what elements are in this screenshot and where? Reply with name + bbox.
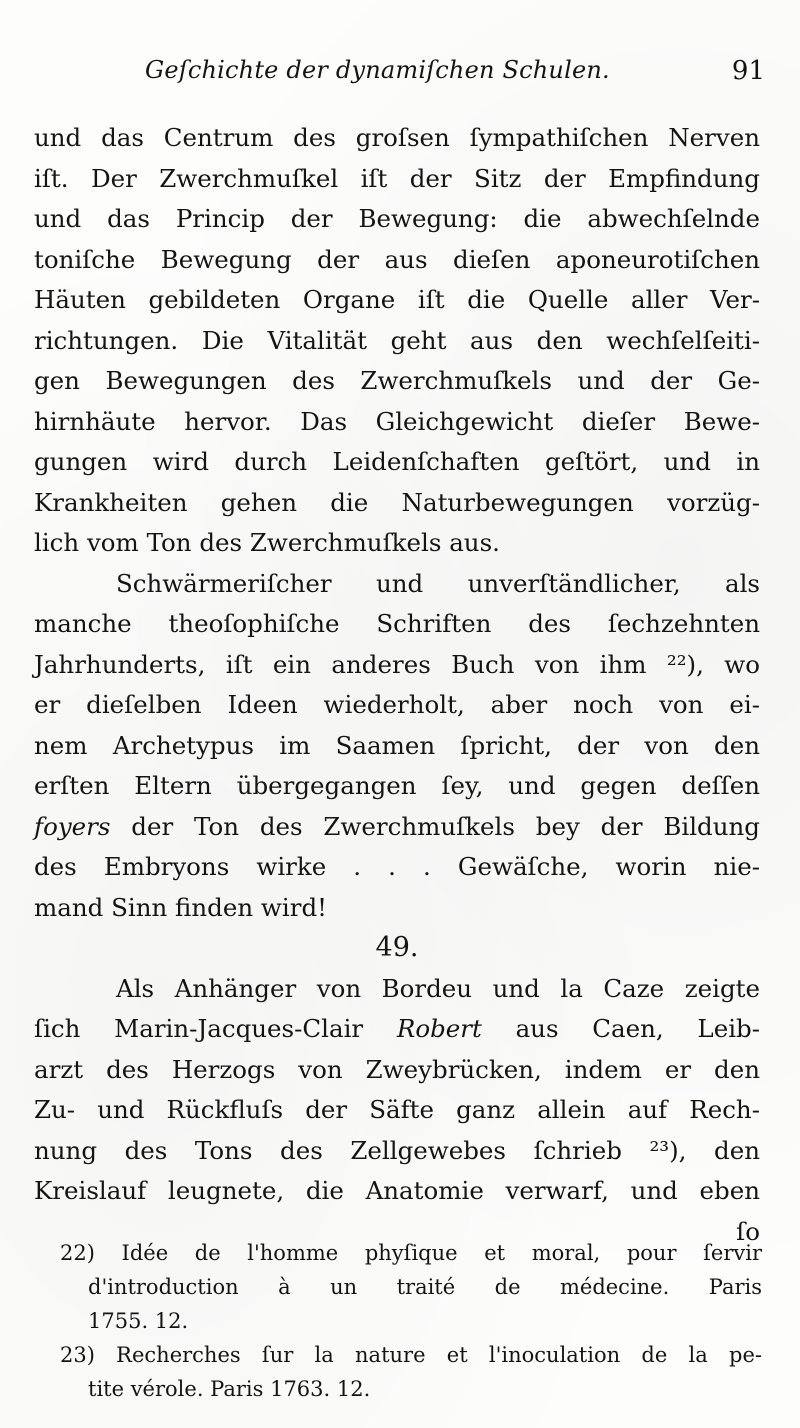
text-line: nem Archetypus im Saamen ſpricht, der von den (34, 730, 760, 760)
text-line: und das Princip der Bewegung: die abwechſelnde (34, 204, 760, 233)
section-number: 49. (375, 932, 419, 963)
text-line (34, 1009, 760, 1050)
text-span: der Ton des Zwerchmuſkels bey der Bildung (110, 811, 760, 841)
text-line: und das Centrum des groſsen ſympathiſchen Nerven (34, 123, 760, 152)
text-line: er dieſelben Ideen wiederholt, aber noch von ei- (34, 690, 760, 719)
footnote-22: 22) Idée de l'homme phyſique et moral, pour ſervir (60, 1241, 762, 1265)
footnote-23: tite vérole. Paris 1763. 12. (88, 1377, 371, 1401)
text-line: mand Sinn finden wird! (34, 892, 327, 922)
text-line: toniſche Bewegung der aus dieſen aponeurotiſchen (34, 244, 760, 274)
footnote-23: 23) Recherches ſur la nature et l'inoculation de la pe- (60, 1343, 762, 1367)
page-number: 91 (731, 56, 765, 86)
italic-name: Robert (396, 1014, 482, 1043)
text-line: erſten Eltern übergegangen ſey, und gegen deſſen (34, 771, 760, 800)
text-span: aus Caen, Leib- (481, 1014, 760, 1043)
text-line: richtungen. Die Vitalität geht aus den wechſelſeiti- (34, 325, 760, 355)
text-line: hirnhäute hervor. Das Gleichgewicht dieſer Bewe- (34, 406, 760, 436)
text-line: Kreislauf leugnete, die Anatomie verwarf, und eben (34, 1176, 760, 1205)
body-text (34, 118, 760, 1252)
text-line: gen Bewegungen des Zwerchmuſkels und der Ge- (34, 366, 760, 395)
text-line: iſt. Der Zwerchmuſkel iſt der Sitz der Empfindung (34, 163, 760, 193)
text-line: lich vom Ton des Zwerchmuſkels aus. (34, 528, 500, 557)
text-line (34, 807, 760, 848)
footnote-22: d'introduction à un traité de médecine. Paris (88, 1275, 762, 1299)
text-line: Zu- und Rückfluſs der Säfte ganz allein auf Rech- (34, 1095, 760, 1124)
text-line: manche theoſophiſche Schriften des ſechzehnten (34, 609, 760, 638)
running-head: Geſchichte der dynamiſchen Schulen. (145, 56, 610, 84)
text-line: des Embryons wirke . . . Gewäſche, worin nie- (34, 852, 760, 881)
page-header (145, 56, 765, 96)
text-line: Jahrhunderts, iſt ein anderes Buch von ihm ²²), wo (34, 649, 760, 679)
italic-term: foyers (34, 811, 111, 841)
footnote-22: 1755. 12. (88, 1309, 189, 1333)
text-line: arzt des Herzogs von Zweybrücken, indem er den (34, 1054, 760, 1084)
footnotes (60, 1236, 762, 1406)
text-line: Als Anhänger von Bordeu und la Caze zeigte (116, 973, 760, 1003)
text-line: nung des Tons des Zellgewebes ſchrieb ²³), den (34, 1135, 760, 1165)
text-line: Häuten gebildeten Organe iſt die Quelle aller Ver- (34, 285, 760, 314)
text-line: gungen wird durch Leidenſchaften geſtört, und in (34, 447, 760, 476)
text-line: Krankheiten gehen die Naturbewegungen vorzüg- (34, 487, 760, 517)
text-span: ſich Marin-Jacques-Clair (34, 1014, 397, 1043)
catchword: ſo (736, 1216, 760, 1246)
text-line: Schwärmeriſcher und unverſtändlicher, als (116, 568, 760, 598)
